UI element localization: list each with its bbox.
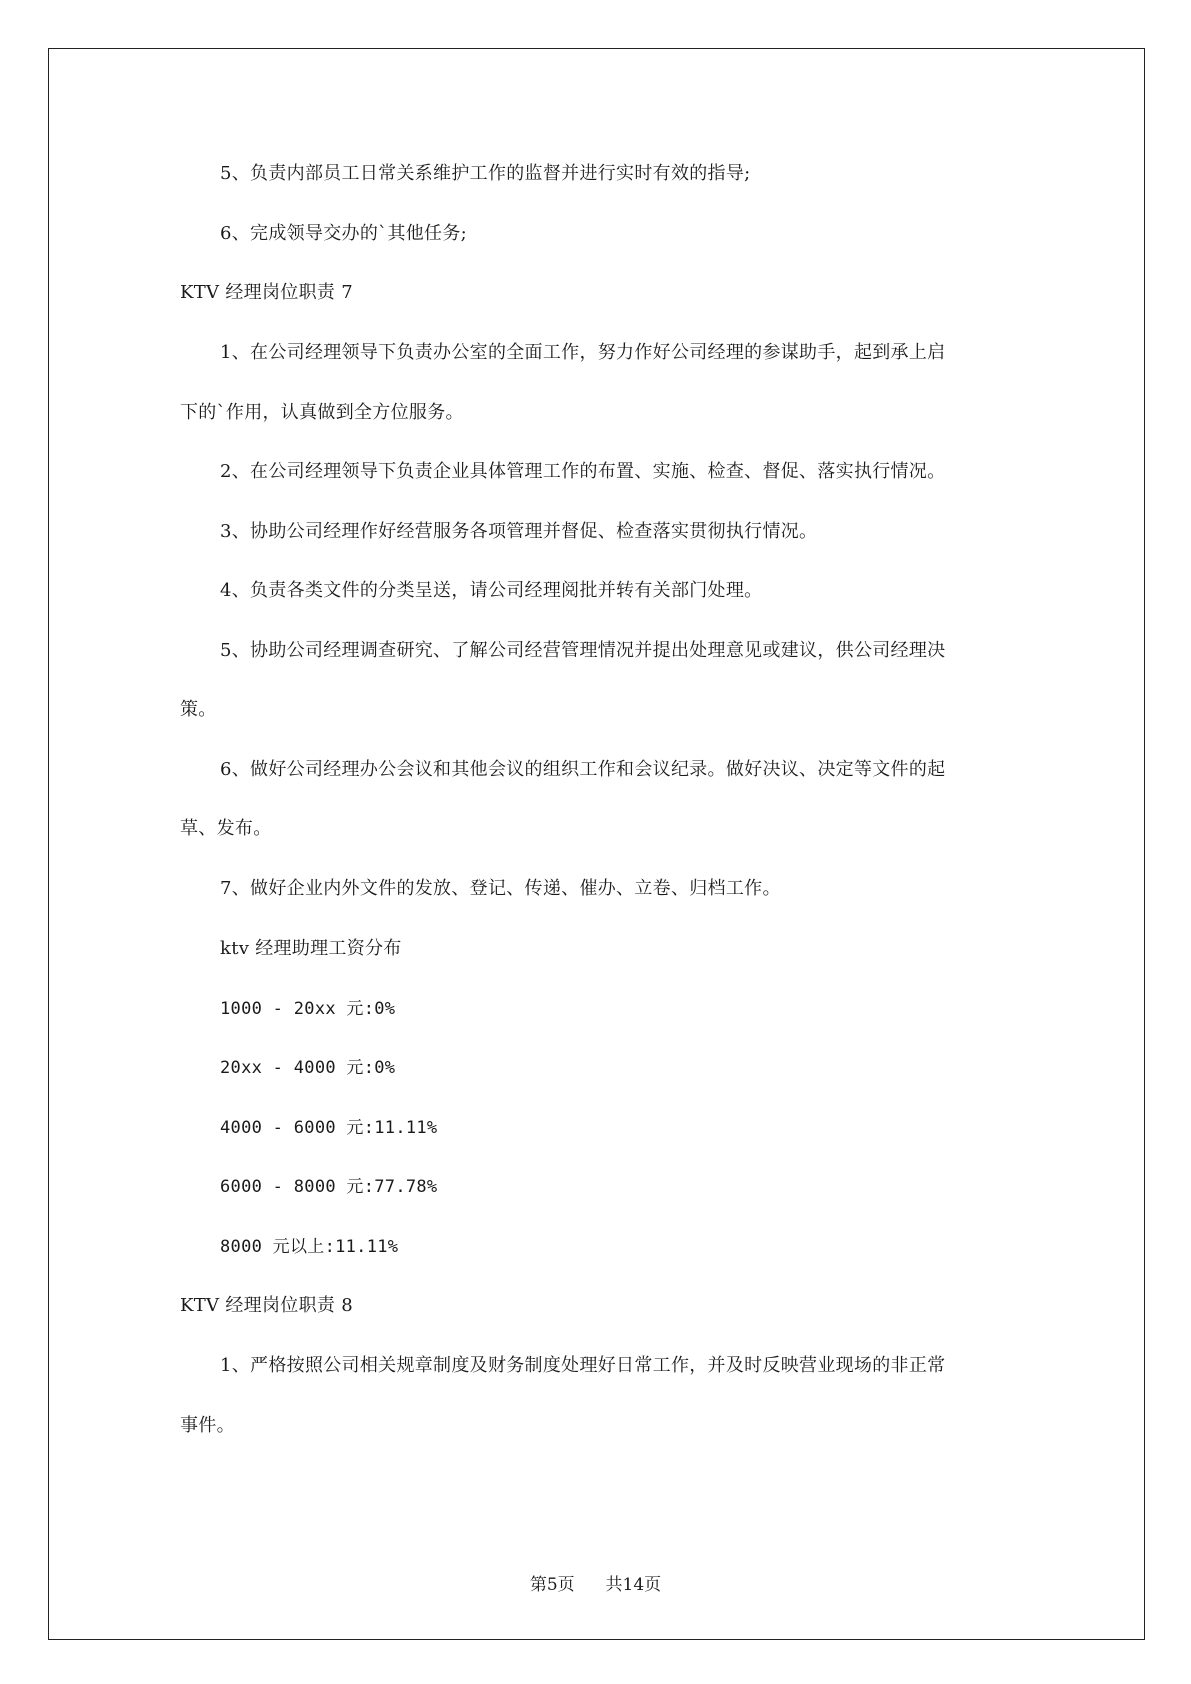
section-heading-8: KTV 经理岗位职责 8 [180,1295,353,1316]
duty-7-item-5: 5、协助公司经理调查研究、了解公司经营管理情况并提出处理意见或建议，供公司经理决 [220,640,946,661]
salary-range-5: 8000 元以上:11.11% [220,1237,399,1257]
duty-7-item-4: 4、负责各类文件的分类呈送，请公司经理阅批并转有关部门处理。 [220,580,763,601]
duty-7-item-6: 6、做好公司经理办公会议和其他会议的组织工作和会议纪录。做好决议、决定等文件的起 [220,759,946,780]
salary-range-3: 4000 - 6000 元:11.11% [220,1118,438,1138]
duty-7-item-6-cont: 草、发布。 [180,818,272,839]
page-total: 共14页 [605,1575,662,1595]
salary-heading: ktv 经理助理工资分布 [220,938,402,959]
duty-7-item-1-cont: 下的`作用，认真做到全方位服务。 [180,402,464,423]
salary-range-2: 20xx - 4000 元:0% [220,1058,396,1078]
duty-8-item-1-cont: 事件。 [180,1415,235,1436]
page-footer [0,1574,1191,1596]
duty-7-item-5-cont: 策。 [180,699,217,720]
section-heading-7: KTV 经理岗位职责 7 [180,282,353,303]
page-number: 第5页 [529,1575,575,1595]
duty-7-item-7: 7、做好企业内外文件的发放、登记、传递、催办、立卷、归档工作。 [220,878,781,899]
duty-7-item-2: 2、在公司经理领导下负责企业具体管理工作的布置、实施、检查、督促、落实执行情况。 [220,461,946,482]
duty-item-6: 6、完成领导交办的`其他任务; [220,223,468,244]
duty-7-item-3: 3、协助公司经理作好经营服务各项管理并督促、检查落实贯彻执行情况。 [220,521,818,542]
duty-8-item-1: 1、严格按照公司相关规章制度及财务制度处理好日常工作，并及时反映营业现场的非正常 [220,1355,946,1376]
salary-range-1: 1000 - 20xx 元:0% [220,999,396,1019]
salary-range-4: 6000 - 8000 元:77.78% [220,1177,438,1197]
duty-7-item-1: 1、在公司经理领导下负责办公室的全面工作，努力作好公司经理的参谋助手，起到承上启 [220,342,946,363]
duty-item-5: 5、负责内部员工日常关系维护工作的监督并进行实时有效的指导; [220,163,751,184]
